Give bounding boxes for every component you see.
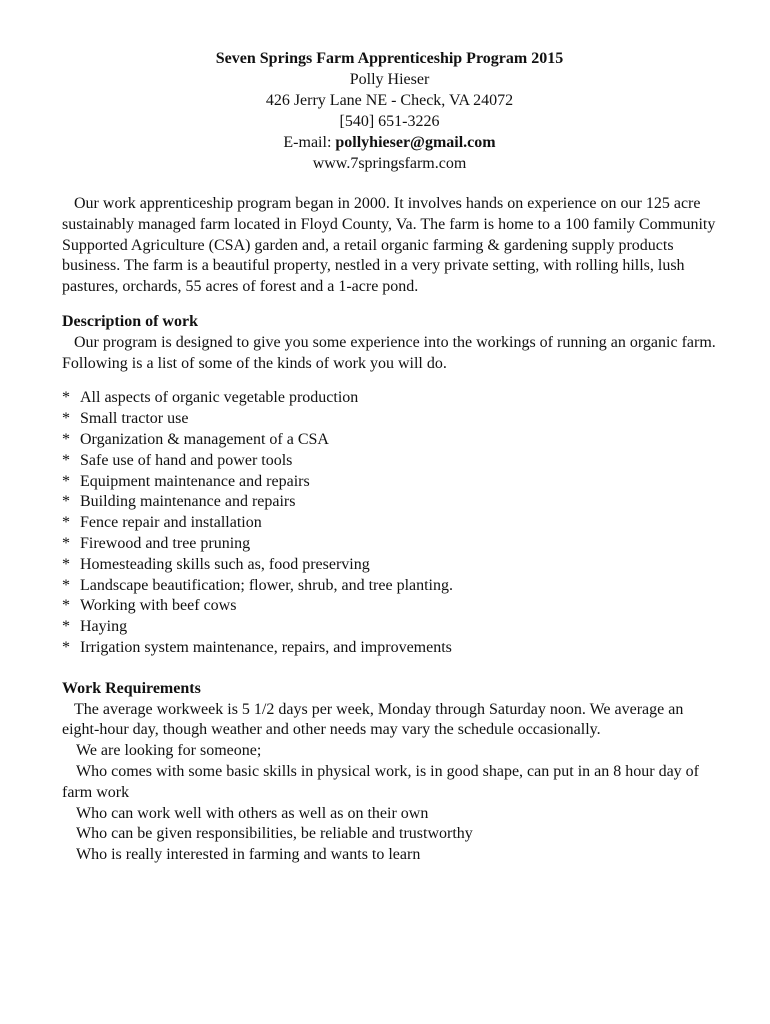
list-item bbox=[62, 388, 717, 409]
list-item-text: Working with beef cows bbox=[80, 597, 237, 615]
requirement-line: Who is really interested in farming and wants to learn bbox=[76, 846, 421, 864]
bullet-marker: * bbox=[62, 410, 70, 428]
bullet-marker: * bbox=[62, 618, 70, 636]
list-item bbox=[62, 638, 717, 659]
bullet-marker: * bbox=[62, 597, 70, 615]
email-label: E-mail: bbox=[283, 134, 336, 151]
list-item bbox=[62, 617, 717, 638]
bullet-marker: * bbox=[62, 555, 70, 573]
intro-paragraph: Our work apprenticeship program began in 2000. It involves hands on experience on our 125 acre sustainably managed farm located in Floyd County, Va. The farm is home to a 100 family Community Supported Agriculture (CSA) garden and, a retail organic farming & gardening supply products business. The farm is a beautiful property, nestled in a very private setting, with rolling hills, lush pastures, orchards, 55 acres of forest and a 1-acre pond. bbox=[62, 195, 716, 296]
list-item bbox=[62, 472, 717, 493]
bullet-marker: * bbox=[62, 389, 70, 407]
requirement-line: Who can work well with others as well as on their own bbox=[76, 804, 429, 822]
description-heading: Description of work bbox=[62, 312, 198, 330]
bullet-marker: * bbox=[62, 472, 70, 490]
contact-name: Polly Hieser bbox=[349, 71, 430, 88]
list-item-text: Homesteading skills such as, food preserving bbox=[80, 555, 370, 573]
website-link[interactable]: www.7springsfarm.com bbox=[312, 155, 467, 172]
list-item-text: All aspects of organic vegetable production bbox=[80, 389, 359, 407]
bullet-marker: * bbox=[62, 451, 70, 469]
list-item bbox=[62, 451, 717, 472]
contact-email-line bbox=[62, 132, 717, 153]
list-item-text: Fence repair and installation bbox=[80, 514, 262, 532]
bullet-marker: * bbox=[62, 514, 70, 532]
requirement-line: We are looking for someone; bbox=[76, 742, 262, 760]
requirement-line: Who comes with some basic skills in physical work, is in good shape, can put in an 8 hour day of farm work bbox=[62, 762, 700, 801]
program-title: Seven Springs Farm Apprenticeship Program 2015 bbox=[215, 50, 564, 67]
bullet-marker: * bbox=[62, 638, 70, 656]
list-item bbox=[62, 492, 717, 513]
requirement-line: Who can be given responsibilities, be reliable and trustworthy bbox=[76, 825, 473, 843]
list-item-text: Firewood and tree pruning bbox=[80, 534, 251, 552]
list-item-text: Landscape beautification; flower, shrub, and tree planting. bbox=[80, 576, 453, 594]
email-address[interactable]: pollyhieser@gmail.com bbox=[335, 134, 496, 151]
list-item bbox=[62, 513, 717, 534]
list-item-text: Safe use of hand and power tools bbox=[80, 451, 293, 469]
list-item bbox=[62, 430, 717, 451]
requirements-paragraph: The average workweek is 5 1/2 days per week, Monday through Saturday noon. We average an eight-hour day, though weather and other needs may vary the schedule occasionally. bbox=[62, 700, 684, 739]
list-item bbox=[62, 409, 717, 430]
list-item-text: Equipment maintenance and repairs bbox=[80, 472, 310, 490]
letterhead bbox=[62, 48, 717, 174]
bullet-marker: * bbox=[62, 576, 70, 594]
list-item bbox=[62, 576, 717, 597]
list-item-text: Small tractor use bbox=[80, 410, 189, 428]
list-item-text: Haying bbox=[80, 618, 128, 636]
list-item bbox=[62, 555, 717, 576]
description-paragraph: Our program is designed to give you some experience into the workings of running an organic farm. Following is a list of some of the kinds of work you will do. bbox=[62, 333, 716, 372]
bullet-marker: * bbox=[62, 534, 70, 552]
requirements-heading: Work Requirements bbox=[62, 679, 201, 697]
contact-phone: [540] 651-3226 bbox=[339, 113, 440, 130]
list-item bbox=[62, 596, 717, 617]
bullet-marker: * bbox=[62, 430, 70, 448]
list-item bbox=[62, 534, 717, 555]
document-page bbox=[62, 48, 717, 866]
list-item-text: Building maintenance and repairs bbox=[80, 493, 296, 511]
list-item-text: Irrigation system maintenance, repairs, and improvements bbox=[80, 638, 452, 656]
list-item-text: Organization & management of a CSA bbox=[80, 430, 329, 448]
work-list bbox=[62, 388, 717, 658]
bullet-marker: * bbox=[62, 493, 70, 511]
contact-address: 426 Jerry Lane NE - Check, VA 24072 bbox=[265, 92, 514, 109]
